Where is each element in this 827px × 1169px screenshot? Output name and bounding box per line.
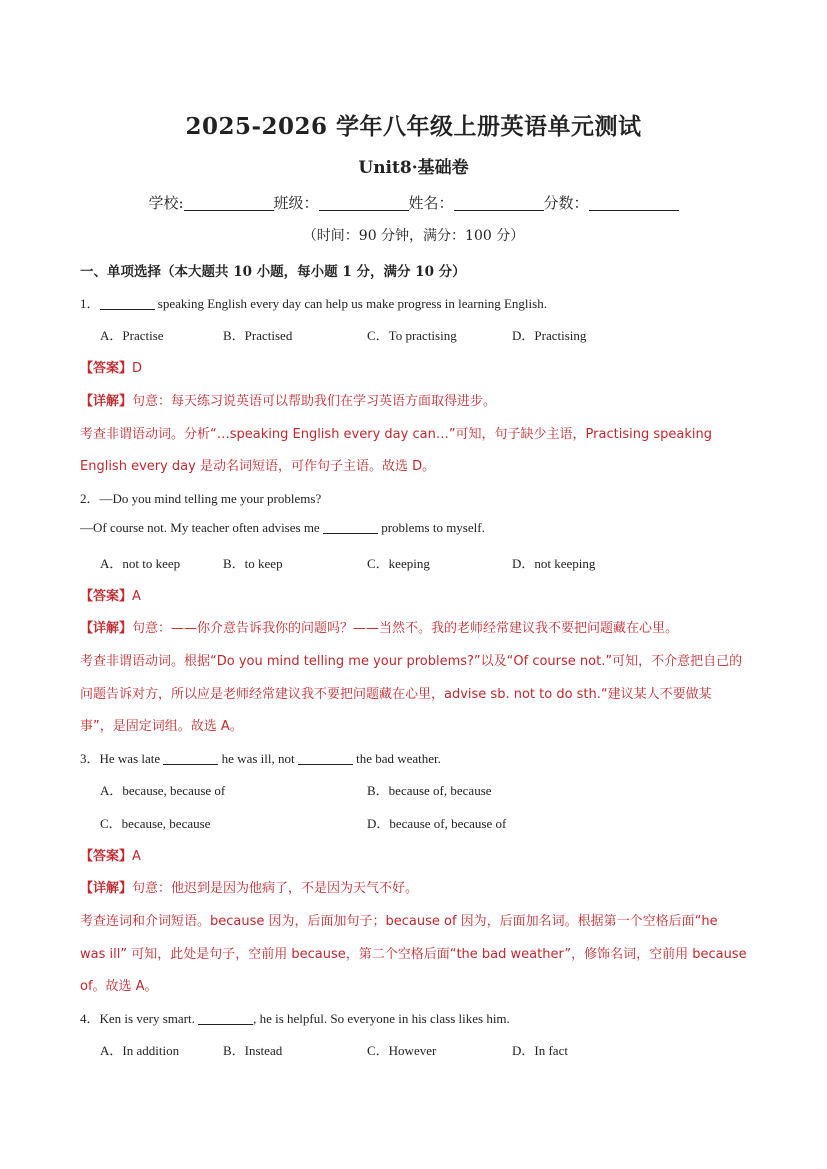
question-stem-text: —Of course not. My teacher often advises me xyxy=(80,520,323,535)
score-blank xyxy=(589,194,679,211)
question-number: 2． xyxy=(80,491,100,506)
answer-label: 【答案】 xyxy=(80,361,133,376)
explanation-line: of。故选 A。 xyxy=(80,979,158,994)
question-number: 1． xyxy=(80,296,100,311)
question-1-stem xyxy=(80,293,547,312)
option-d: D．not keeping xyxy=(512,556,596,571)
explanation-line: 考查非谓语动词。根据“Do you mind telling me your problems?”以及“Of course not.”可知，不介意把自己的 xyxy=(80,654,743,669)
student-info-line xyxy=(0,192,827,213)
explanation-text: 句意：每天练习说英语可以帮助我们在学习英语方面取得进步。 xyxy=(132,394,497,409)
option-d: D．In fact xyxy=(512,1043,568,1058)
section-heading: 一、单项选择（本大题共 10 小题，每小题 1 分，满分 10 分） xyxy=(80,264,466,280)
explanation-line xyxy=(80,877,418,896)
explanation-line xyxy=(80,617,678,636)
option-a: A．because, because of xyxy=(100,783,226,798)
answer-blank xyxy=(198,1012,253,1025)
option-a: A．not to keep xyxy=(100,556,181,571)
explanation-line: 考查非谓语动词。分析“…speaking English every day can…”可知，句子缺少主语，Practising speaking xyxy=(80,427,712,442)
score-label: 分数： xyxy=(543,194,589,212)
option-a: A．Practise xyxy=(100,328,164,343)
question-4-stem xyxy=(80,1008,510,1027)
explanation-line: 考查连词和介词短语。because 因为，后面加句子；because of 因为，后面加名词。根据第一个空格后面“he xyxy=(80,914,718,929)
answer-label: 【答案】 xyxy=(80,849,133,864)
explanation-line: English every day 是动名词短语，可作句子主语。故选 D。 xyxy=(80,459,436,474)
name-blank xyxy=(454,194,544,211)
option-d: D．because of, because of xyxy=(367,816,507,831)
explain-label: 【详解】 xyxy=(80,881,133,896)
explanation-text: 句意：他迟到是因为他病了，不是因为天气不好。 xyxy=(132,881,419,896)
question-stem-text: speaking English every day can help us make progress in learning English. xyxy=(154,296,547,311)
answer-line xyxy=(80,357,142,376)
school-blank xyxy=(184,194,274,211)
explain-label: 【详解】 xyxy=(80,394,133,409)
question-3-stem xyxy=(80,748,441,767)
question-stem-text: He was late xyxy=(99,751,164,766)
answer-value: A xyxy=(132,589,141,604)
option-c: C．However xyxy=(367,1043,437,1058)
document-subtitle: Unit8·基础卷 xyxy=(358,158,469,178)
question-stem-text: the bad weather. xyxy=(352,751,441,766)
question-number: 4． xyxy=(80,1011,100,1026)
explanation-line xyxy=(80,390,496,409)
option-b: B．to keep xyxy=(223,556,283,571)
option-a: A．In addition xyxy=(100,1043,180,1058)
explanation-line: 事”，是固定词组。故选 A。 xyxy=(80,719,243,734)
explanation-line: was ill” 可知，此处是句子，空前用 because，第二个空格后面“the bad weather”，修饰名词，空前用 because xyxy=(80,947,747,962)
answer-blank xyxy=(323,521,378,534)
option-c: C．because, because xyxy=(100,816,211,831)
time-info: （时间：90 分钟，满分：100 分） xyxy=(302,228,525,244)
option-b: B．Instead xyxy=(223,1043,283,1058)
question-stem-text: —Do you mind telling me your problems? xyxy=(99,491,322,506)
answer-line xyxy=(80,845,141,864)
question-stem-text: he was ill, not xyxy=(218,751,298,766)
answer-value: A xyxy=(132,849,141,864)
question-stem-text: Ken is very smart. xyxy=(99,1011,199,1026)
answer-blank xyxy=(100,297,155,310)
answer-value: D xyxy=(132,361,143,376)
document-title: 2025-2026 学年八年级上册英语单元测试 xyxy=(185,113,642,140)
class-label: 班级： xyxy=(273,194,319,212)
question-stem-text: problems to myself. xyxy=(377,520,485,535)
class-blank xyxy=(319,194,409,211)
answer-blank xyxy=(298,752,353,765)
answer-blank xyxy=(163,752,218,765)
question-2-stem xyxy=(80,488,321,507)
option-c: C．To practising xyxy=(367,328,457,343)
explanation-line: 问题告诉对方，所以应是老师经常建议我不要把问题藏在心里，advise sb. not to do sth.“建议某人不要做某 xyxy=(80,687,712,702)
answer-label: 【答案】 xyxy=(80,589,133,604)
option-b: B．Practised xyxy=(223,328,293,343)
option-d: D．Practising xyxy=(512,328,587,343)
question-2-stem-line2 xyxy=(80,520,485,536)
question-number: 3． xyxy=(80,751,100,766)
option-b: B．because of, because xyxy=(367,783,492,798)
question-stem-text: , he is helpful. So everyone in his class likes him. xyxy=(253,1011,510,1026)
explanation-text: 句意：——你介意告诉我你的问题吗？——当然不。我的老师经常建议我不要把问题藏在心里。 xyxy=(132,621,679,636)
explain-label: 【详解】 xyxy=(80,621,133,636)
school-label: 学校: xyxy=(148,194,184,212)
answer-line xyxy=(80,585,141,604)
option-c: C．keeping xyxy=(367,556,430,571)
name-label: 姓名： xyxy=(408,194,454,212)
